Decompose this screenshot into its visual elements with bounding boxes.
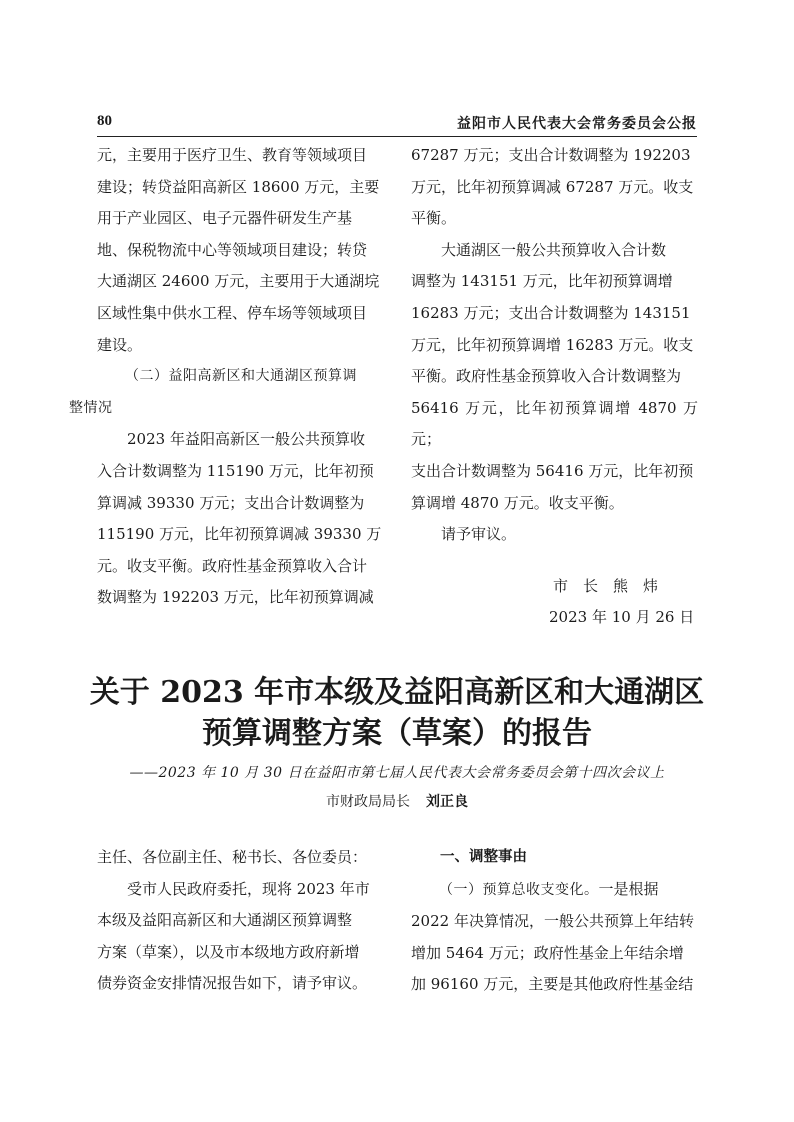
paragraph: 2023 年益阳高新区一般公共预算收 入合计数调整为 115190 万元，比年初预 算调减 39330 万元；支出合计数调整为 115190 万元，比年初预算调减 39330 万 元。收支平衡。政府性基金预算收入合计 数调整为 192203 万元，比年初预算调减: [97, 430, 382, 607]
author-title: 市财政局局长: [326, 794, 410, 810]
bottom-left-column: [97, 842, 384, 1000]
signer-role: 市 长 熊 炜: [553, 576, 659, 595]
article-subtitle: ——2023 年 10 月 30 日在益阳市第七届人民代表大会常务委员会第十四次会议上: [129, 765, 665, 781]
closing-request: 请予审议。: [441, 525, 517, 544]
top-left-column: [69, 140, 384, 614]
paragraph: 67287 万元；支出合计数调整为 192203 万元，比年初预算调减 67287 万元。收支 平衡。: [411, 146, 694, 228]
author-line: [0, 791, 794, 811]
journal-title: 益阳市人民代表大会常务委员会公报: [457, 116, 697, 132]
article-title-line-2: 预算调整方案（草案）的报告: [202, 716, 592, 751]
signed-date: 2023 年 10 月 26 日: [549, 608, 695, 627]
paragraph: （一）预算总收支变化。一是根据 2022 年决算情况，一般公共预算上年结转 增加 5464 万元；政府性基金上年结余增 加 96160 万元，主要是其他政府性基金结: [411, 879, 694, 994]
paragraph: 大通湖区一般公共预算收入合计数 调整为 143151 万元，比年初预算调增 16283 万元；支出合计数调整为 143151 万元，比年初预算调增 16283 万元。收支 平衡。政府性基金预算收入合计数调整为 56416 万元，比年初预算调增 4870 万元； 支出合计数调整为 56416 万元，比年初预 算调增 4870 万元。收支平衡。: [411, 240, 698, 512]
author-name: 刘正良: [426, 794, 468, 810]
paragraph: 受市人民政府委托，现将 2023 年市 本级及益阳高新区和大通湖区预算调整 方案（草案），以及市本级地方政府新增 债券资金安排情况报告如下，请予审议。: [97, 879, 370, 993]
header-rule: [97, 136, 697, 137]
article-title-line-1: 关于 2023 年市本级及益阳高新区和大通湖区: [89, 675, 705, 710]
bottom-right-column: [411, 842, 698, 1001]
page-header: [97, 113, 697, 135]
paragraph: 元，主要用于医疗卫生、教育等领域项目 建设；转贷益阳高新区 18600 万元，主要 用于产业园区、电子元器件研发生产基 地、保税物流中心等领域项目建设；转贷 大通湖区 24600 万元，主要用于大通湖垸 区域性集中供水工程、停车场等领域项目 建设。: [97, 146, 380, 354]
page-number: 80: [97, 113, 112, 129]
subsection-lead: （一）预算总收支变化。: [439, 881, 599, 898]
section-heading: （二）益阳高新区和大通湖区预算调 整情况: [69, 368, 357, 416]
section-heading: 一、调整事由: [440, 849, 527, 865]
top-right-column: [411, 140, 698, 634]
salutation: 主任、各位副主任、秘书长、各位委员：: [97, 848, 368, 866]
